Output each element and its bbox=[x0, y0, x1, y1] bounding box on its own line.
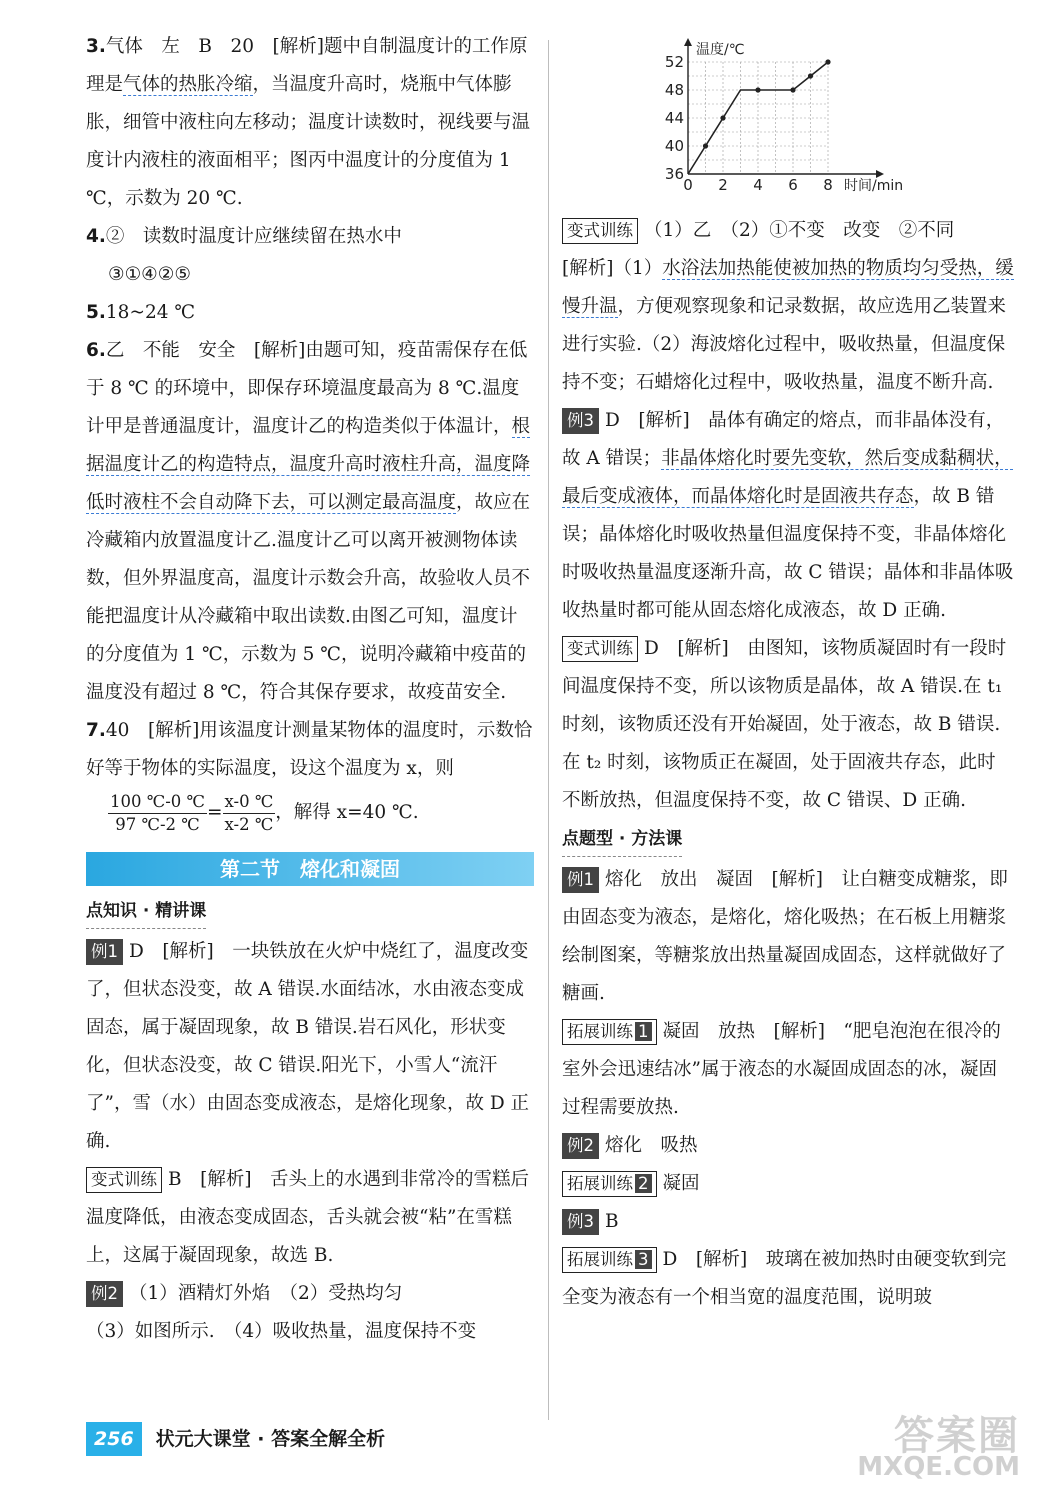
example-2-line2: （3）如图所示. （4）吸收热量，温度保持不变 bbox=[86, 1321, 477, 1342]
extension-training-2: 拓展训练 2 凝固 bbox=[562, 1165, 1014, 1203]
page-number: 256 bbox=[86, 1422, 142, 1456]
answer-4: 4.② 读数时温度计应继续留在热水中 bbox=[86, 226, 402, 247]
variant-tag: 变式训练 bbox=[562, 636, 638, 662]
key-point-underline: 水浴法加热能使被加热的物质均匀受热，缓慢升温 bbox=[562, 258, 1014, 317]
x-tick-label: 0 bbox=[683, 176, 693, 194]
answer-4-line2: ③①④②⑤ bbox=[108, 264, 191, 285]
fraction-left: $\frac{100 ℃-0 ℃}{97 ℃-2 ℃}$ bbox=[110, 791, 205, 834]
left-column bbox=[86, 28, 534, 1351]
page-footer bbox=[86, 1422, 385, 1456]
extension-tag: 拓展训练 2 bbox=[562, 1171, 657, 1197]
x-tick-label: 4 bbox=[753, 176, 763, 194]
example-tag: 例2 bbox=[562, 1133, 599, 1159]
temperature-time-chart bbox=[660, 36, 930, 204]
data-point bbox=[825, 59, 830, 64]
subheading-method: 点题型 · 方法课 bbox=[562, 822, 682, 857]
extension-training-3: 拓展训练 3 D [解析] 玻璃在被加热时由硬变软到完全变为液态有一个相当宽的温度范围，说明玻 bbox=[562, 1249, 1007, 1308]
variant-tag: 变式训练 bbox=[86, 1167, 162, 1193]
variant-training-2: 变式训练 （1）乙 （2）①不变 改变 ②不同 bbox=[562, 212, 1014, 250]
example-tag: 例1 bbox=[86, 939, 123, 965]
data-point bbox=[808, 73, 813, 78]
example-tag: 例2 bbox=[86, 1281, 123, 1307]
fraction-right: $\frac{x-0 ℃}{x-2 ℃}$ bbox=[224, 791, 274, 834]
x-axis-arrow bbox=[876, 170, 884, 178]
right-column bbox=[562, 212, 1014, 1317]
variant-tag: 变式训练 bbox=[562, 218, 638, 244]
answer-3: 3.气体 左 B 20 [解析]题中自制温度计的工作原理是气体的热胀冷缩，当温度升高时，烧瓶中气体膨胀，细管中液柱向左移动；温度计读数时，视线要与温度计内液柱的液面相平；图丙中温度计的分度值为 1 ℃，示数为 20 ℃. bbox=[86, 36, 531, 209]
example-3: 例3 D [解析] 晶体有确定的熔点，而非晶体没有，故 A 错误；非晶体熔化时要先变软，然后变成黏稠状，最后变成液体，而晶体熔化时是固液共存态，故 B 错误；晶体熔化时吸收热量但温度保持不变，非晶体熔化时吸收热量温度逐渐升高，故 C 错误；晶体和非晶体吸收热量时都可能从固态熔化成液态，故 D 正确. bbox=[562, 410, 1014, 621]
data-point bbox=[755, 87, 760, 92]
subheading-knowledge: 点知识 · 精讲课 bbox=[86, 894, 206, 929]
extension-tag: 拓展训练 3 bbox=[562, 1247, 657, 1273]
x-tick-label: 6 bbox=[788, 176, 798, 194]
section-title: 第二节 熔化和凝固 bbox=[86, 852, 534, 886]
answer-7: 7.40 [解析]用该温度计测量某物体的温度时，示数恰好等于物体的实际温度，设这个温度为 x，则 bbox=[86, 720, 533, 779]
variant-training-2-analysis: [解析]（1）水浴法加热能使被加热的物质均匀受热，缓慢升温，方便观察现象和记录数据，故应选用乙装置来进行实验.（2）海波熔化过程中，吸收热量，但温度保持不变；石蜡熔化过程中，吸收热量，温度不断升高. bbox=[562, 258, 1014, 393]
y-tick-label: 48 bbox=[664, 81, 684, 99]
y-axis-arrow bbox=[684, 38, 692, 46]
method-example-3: 例3 B bbox=[562, 1203, 1014, 1241]
variant-training-3: 变式训练 D [解析] 由图知，该物质凝固时有一段时间温度保持不变，所以该物质是晶体，故 A 错误.在 t₁ 时刻，该物质还没有开始凝固，处于液态，故 B 错误.在 t₂ 时刻，该物质正在凝固，处于固液共存态，此时不断放热，但温度保持不变，故 C 错误、D 正确. bbox=[562, 638, 1007, 811]
y-axis-label: 温度/℃ bbox=[696, 42, 745, 58]
watermark-logo: 答案圈 bbox=[894, 1413, 1020, 1459]
answer-6: 6.乙 不能 安全 [解析]由题可知，疫苗需保存在低于 8 ℃ 的环境中，即保存环境温度最高为 8 ℃.温度计甲是普通温度计，温度计乙的构造类似于体温计，根据温度计乙的构造特点，温度升高时液柱升高，温度降低时液柱不会自动降下去，可以测定最高温度，故应在冷藏箱内放置温度计乙.温度计乙可以离开被测物体读数，但外界温度高，温度计示数会升高，故验收人员不能把温度计从冷藏箱中取出读数.由图乙可知，温度计的分度值为 1 ℃，示数为 5 ℃，说明冷藏箱中疫苗的温度没有超过 8 ℃，符合其保存要求，故疫苗安全. bbox=[86, 340, 531, 703]
example-2: 例2 （1）酒精灯外焰 （2）受热均匀 bbox=[86, 1275, 534, 1313]
book-title: 状元大课堂 · 答案全解全析 bbox=[155, 1428, 386, 1450]
extension-tag: 拓展训练 1 bbox=[562, 1019, 657, 1045]
example-tag: 例1 bbox=[562, 867, 599, 893]
example-1: 例1 D [解析] 一块铁放在火炉中烧红了，温度改变了，但状态没变，故 A 错误.水面结冰，水由液态变成固态，属于凝固现象，故 B 错误.岩石风化，形状变化，但状态没变，故 C 错误.阳光下，小雪人“流汗了”，雪（水）由固态变成液态，是熔化现象，故 D 正确. bbox=[86, 941, 530, 1152]
data-point bbox=[703, 143, 708, 148]
x-axis-label: 时间/min bbox=[844, 178, 904, 194]
example-tag: 例3 bbox=[562, 1209, 599, 1235]
extension-training-1: 拓展训练 1 凝固 放热 [解析] “肥皂泡泡在很冷的室外会迅速结冰”属于液态的水凝固成固态的冰，凝固过程需要放热. bbox=[562, 1021, 1001, 1118]
x-tick-label: 8 bbox=[823, 176, 833, 194]
y-tick-label: 44 bbox=[664, 109, 684, 127]
y-tick-label: 52 bbox=[664, 53, 684, 71]
data-point bbox=[720, 115, 725, 120]
method-example-1: 例1 熔化 放出 凝固 [解析] 让白糖变成糖浆，即由固态变为液态，是熔化，熔化吸热；在石板上用糖浆绘制图案，等糖浆放出热量凝固成固态，这样就做好了糖画. bbox=[562, 869, 1008, 1004]
key-point-underline: 根据温度计乙的构造特点，温度升高时液柱升高，温度降低时液柱不会自动降下去，可以测定最高温度 bbox=[86, 416, 531, 513]
column-divider bbox=[548, 40, 549, 1420]
watermark-url: MXQE.COM bbox=[857, 1452, 1020, 1482]
key-point-underline: 非晶体熔化时要先变软，然后变成黏稠状，最后变成液体，而晶体熔化时是固液共存态 bbox=[562, 448, 1013, 507]
example-tag: 例3 bbox=[562, 408, 599, 434]
data-point bbox=[790, 87, 795, 92]
answer-5: 5.18~24 ℃ bbox=[86, 302, 196, 323]
item-number: 3. bbox=[86, 36, 106, 57]
y-tick-label: 36 bbox=[664, 165, 684, 183]
x-tick-label: 2 bbox=[718, 176, 728, 194]
equation: $\frac{100 ℃-0 ℃}{97 ℃-2 ℃}=$ $\frac{x-0 ℃}{x-2 ℃}$，解得 x=40 ℃. bbox=[110, 791, 419, 834]
key-point-underline: 气体的热胀冷缩 bbox=[123, 74, 253, 95]
variant-training-1: 变式训练 B [解析] 舌头上的水遇到非常冷的雪糕后温度降低，由液态变成固态，舌头就会被“粘”在雪糕上，这属于凝固现象，故选 B. bbox=[86, 1169, 530, 1266]
y-tick-label: 40 bbox=[664, 137, 684, 155]
method-example-2: 例2 熔化 吸热 bbox=[562, 1127, 1014, 1165]
